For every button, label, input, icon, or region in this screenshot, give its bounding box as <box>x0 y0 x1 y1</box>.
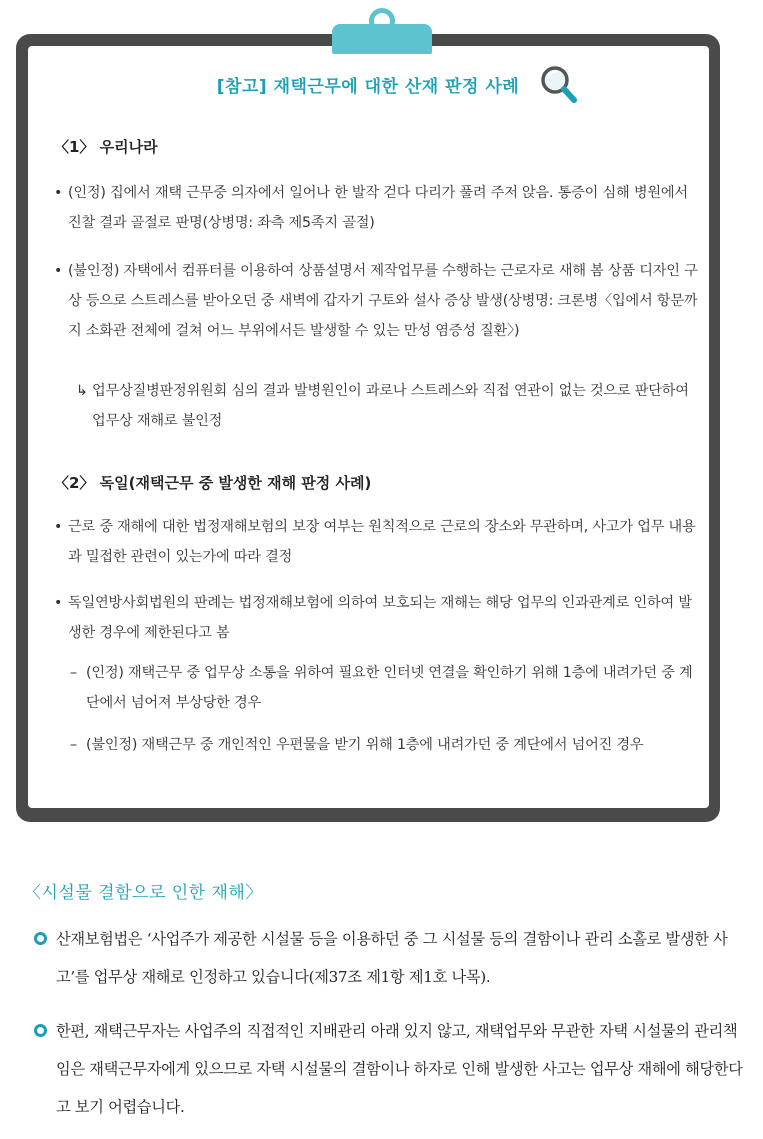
item-text: (불인정) 자택에서 컴퓨터를 이용하여 상품설명서 제작업무를 수행하는 근로자로 새해 봄 상품 디자인 구상 등으로 스트레스를 받아오던 중 새벽에 갑자기 구토와 설사 증상 발생(상병명: 크론병〈입에서 항문까지 소화관 전체에 걸쳐 어느 부위에서든 발생할 수 있는 만성 염증성 질환〉) <box>68 263 698 339</box>
dash-text: (인정) 재택근무 중 업무상 소통을 위하여 필요한 인터넷 연결을 확인하기 위해 1층에 내려가던 중 계단에서 넘어져 부상당한 경우 <box>86 665 693 711</box>
section2-heading: 〈2〉 독일(재택근무 중 발생한 재해 판정 사례) <box>54 474 372 492</box>
facility-item <box>34 920 749 996</box>
bullet: • <box>54 519 63 535</box>
facility-heading: 〈시설물 결함으로 인한 재해〉 <box>24 883 263 903</box>
ring-bullet-icon <box>34 1024 47 1037</box>
item-text: 독일연방사회법원의 판례는 법정재해보험에 의하여 보호되는 재해는 해당 업무의 인과관계로 인하여 발생한 경우에 제한된다고 봄 <box>68 595 692 641</box>
sub-text: 업무상질병판정위원회 심의 결과 발병원인이 과로나 스트레스와 직접 연관이 없는 것으로 판단하여 업무상 재해로 불인정 <box>92 383 689 429</box>
facility-item-text: 산재보험법은 ‘사업주가 제공한 시설물 등을 이용하던 중 그 시설물 등의 결함이나 관리 소홀로 발생한 사고’를 업무상 재해로 인정하고 있습니다(제37조 제1항 제1호 나목). <box>56 930 728 986</box>
list-item <box>54 512 704 572</box>
list-item <box>54 256 704 346</box>
facility-item <box>34 1012 749 1126</box>
dash: – <box>70 737 77 753</box>
bullet: • <box>54 185 63 201</box>
dash-text: (불인정) 재택근무 중 개인적인 우편물을 받기 위해 1층에 내려가던 중 계단에서 넘어진 경우 <box>86 737 644 753</box>
list-item <box>54 588 704 648</box>
clipboard-clip <box>332 8 432 52</box>
clip-body <box>332 24 432 54</box>
item-text: (인정) 집에서 재택 근무중 의자에서 일어나 한 발작 걷다 다리가 풀려 주저 앉음. 통증이 심해 병원에서 진찰 결과 골절로 판명(상병명: 좌측 제5족지 골절) <box>68 185 688 231</box>
magnifier-icon <box>536 62 582 108</box>
box-title: [참고] 재택근무에 대한 산재 판정 사례 <box>216 77 520 97</box>
ring-bullet-icon <box>34 932 47 945</box>
item-text: 근로 중 재해에 대한 법정재해보험의 보장 여부는 원칙적으로 근로의 장소와 무관하며, 사고가 업무 내용과 밀접한 관련이 있는가에 따라 결정 <box>68 519 696 565</box>
dash-item <box>70 658 700 718</box>
sub-item <box>76 376 696 436</box>
facility-item-text: 한편, 재택근무자는 사업주의 직접적인 지배관리 아래 있지 않고, 재택업무와 무관한 자택 시설물의 관리책임은 재택근무자에게 있으므로 자택 시설물의 결함이나 하자로 인해 발생한 사고는 업무상 재해에 해당한다고 보기 어렵습니다. <box>56 1022 743 1116</box>
dash-item <box>70 730 700 760</box>
bullet: • <box>54 595 63 611</box>
dash: – <box>70 665 77 681</box>
section1-heading: 〈1〉 우리나라 <box>54 138 158 156</box>
list-item <box>54 178 704 238</box>
arrow-icon: ↳ <box>76 383 88 399</box>
bullet: • <box>54 263 63 279</box>
